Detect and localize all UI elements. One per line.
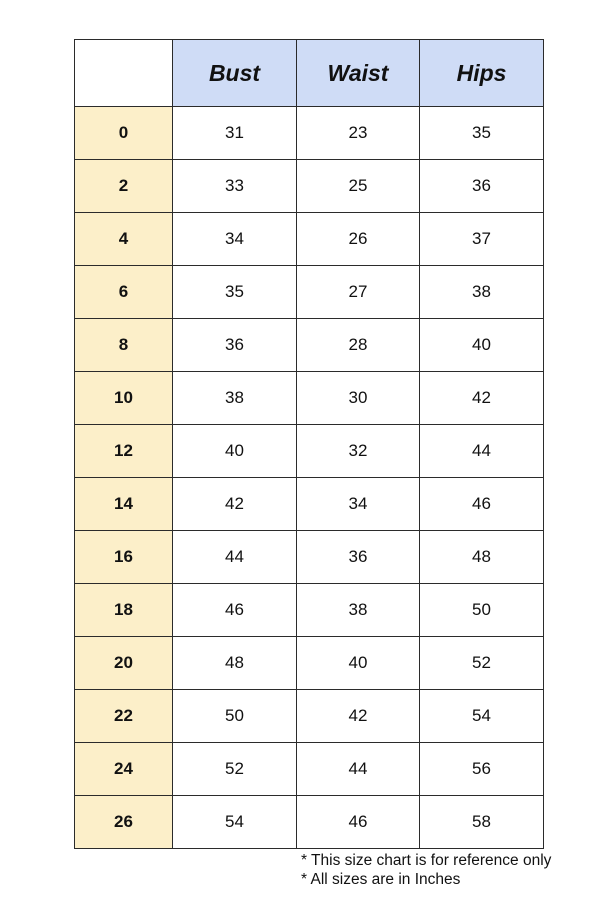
footnotes: [301, 851, 551, 889]
corner-cell: [75, 40, 173, 107]
table-row: [75, 584, 544, 637]
size-cell: 22: [75, 690, 173, 743]
waist-cell: 23: [297, 107, 420, 160]
bust-cell: 38: [173, 372, 297, 425]
table-row: [75, 107, 544, 160]
size-cell: 0: [75, 107, 173, 160]
size-cell: 16: [75, 531, 173, 584]
size-cell: 8: [75, 319, 173, 372]
waist-cell: 44: [297, 743, 420, 796]
size-cell: 20: [75, 637, 173, 690]
hips-cell: 44: [420, 425, 544, 478]
bust-cell: 50: [173, 690, 297, 743]
waist-cell: 30: [297, 372, 420, 425]
hips-cell: 46: [420, 478, 544, 531]
hips-cell: 36: [420, 160, 544, 213]
size-cell: 14: [75, 478, 173, 531]
hips-cell: 42: [420, 372, 544, 425]
hips-cell: 56: [420, 743, 544, 796]
bust-cell: 36: [173, 319, 297, 372]
footnote-units: * All sizes are in Inches: [301, 871, 461, 888]
bust-cell: 31: [173, 107, 297, 160]
waist-cell: 38: [297, 584, 420, 637]
waist-cell: 28: [297, 319, 420, 372]
size-chart-table: [74, 39, 544, 849]
size-cell: 12: [75, 425, 173, 478]
table-row: [75, 425, 544, 478]
hips-cell: 38: [420, 266, 544, 319]
table-row: [75, 213, 544, 266]
table-row: [75, 319, 544, 372]
bust-cell: 33: [173, 160, 297, 213]
bust-cell: 46: [173, 584, 297, 637]
waist-cell: 25: [297, 160, 420, 213]
column-header-bust: Bust: [173, 40, 297, 107]
size-cell: 6: [75, 266, 173, 319]
waist-cell: 32: [297, 425, 420, 478]
table-row: [75, 743, 544, 796]
bust-cell: 44: [173, 531, 297, 584]
bust-cell: 42: [173, 478, 297, 531]
size-cell: 10: [75, 372, 173, 425]
table-row: [75, 266, 544, 319]
hips-cell: 37: [420, 213, 544, 266]
waist-cell: 46: [297, 796, 420, 849]
waist-cell: 34: [297, 478, 420, 531]
size-cell: 4: [75, 213, 173, 266]
table-row: [75, 531, 544, 584]
size-cell: 2: [75, 160, 173, 213]
waist-cell: 42: [297, 690, 420, 743]
bust-cell: 40: [173, 425, 297, 478]
bust-cell: 52: [173, 743, 297, 796]
table-row: [75, 372, 544, 425]
hips-cell: 48: [420, 531, 544, 584]
waist-cell: 27: [297, 266, 420, 319]
waist-cell: 26: [297, 213, 420, 266]
waist-cell: 36: [297, 531, 420, 584]
table-row: [75, 690, 544, 743]
footnote-reference: * This size chart is for reference only: [301, 852, 552, 869]
hips-cell: 35: [420, 107, 544, 160]
header-row: [75, 40, 544, 107]
hips-cell: 58: [420, 796, 544, 849]
bust-cell: 35: [173, 266, 297, 319]
table-row: [75, 478, 544, 531]
table-row: [75, 637, 544, 690]
size-cell: 26: [75, 796, 173, 849]
bust-cell: 54: [173, 796, 297, 849]
hips-cell: 52: [420, 637, 544, 690]
size-cell: 24: [75, 743, 173, 796]
column-header-waist: Waist: [297, 40, 420, 107]
hips-cell: 50: [420, 584, 544, 637]
bust-cell: 48: [173, 637, 297, 690]
hips-cell: 54: [420, 690, 544, 743]
table-row: [75, 796, 544, 849]
waist-cell: 40: [297, 637, 420, 690]
table-row: [75, 160, 544, 213]
hips-cell: 40: [420, 319, 544, 372]
column-header-hips: Hips: [420, 40, 544, 107]
bust-cell: 34: [173, 213, 297, 266]
table-body: [75, 107, 544, 849]
size-cell: 18: [75, 584, 173, 637]
